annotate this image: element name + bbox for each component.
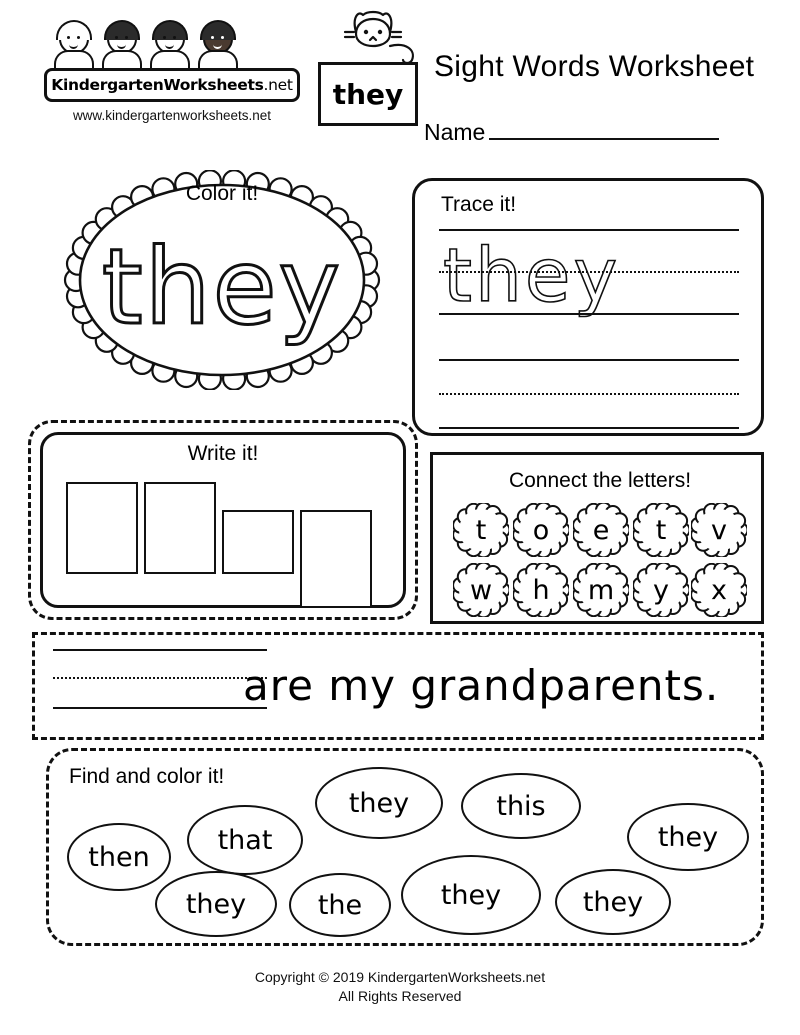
page-title: Sight Words Worksheet (434, 50, 755, 83)
logo-text-worksheets: Worksheets (163, 76, 264, 94)
letter-flower[interactable] (513, 503, 569, 557)
letter-text: h (532, 574, 550, 606)
word-bubble[interactable]: they (315, 767, 443, 839)
name-label: Name (424, 119, 486, 145)
letter-text: t (655, 514, 667, 546)
kid-figure (52, 22, 96, 72)
write-box[interactable] (66, 482, 138, 574)
letter-flower[interactable] (513, 563, 569, 617)
find-and-color-label: Find and color it! (69, 765, 225, 788)
letter-flower[interactable] (633, 503, 689, 557)
word-bubble[interactable]: they (555, 869, 671, 935)
letter-text: v (711, 514, 727, 546)
letter-flower[interactable] (691, 563, 747, 617)
letter-flower[interactable] (573, 563, 629, 617)
word-bubble[interactable]: the (289, 873, 391, 937)
sentence-text: are my grandparents. (243, 661, 720, 710)
write-box[interactable] (222, 510, 294, 574)
letter-flower[interactable] (453, 563, 509, 617)
write-box[interactable] (300, 510, 372, 608)
letter-text: w (469, 574, 493, 606)
site-logo[interactable] (44, 22, 300, 122)
sentence-section (32, 632, 764, 740)
logo-wordmark (44, 68, 300, 102)
name-field-row (424, 118, 764, 146)
find-and-color-section (46, 748, 764, 946)
trace-rule-top (439, 229, 739, 231)
word-box (318, 62, 418, 126)
word-bubble[interactable]: they (627, 803, 749, 871)
logo-text-net: .net (263, 76, 293, 94)
trace-it-label: Trace it! (441, 193, 517, 216)
trace-rule-base-2 (439, 427, 739, 429)
sentence-rule-top (53, 649, 267, 651)
trace-rule-top-2 (439, 359, 739, 361)
cat-icon (330, 6, 440, 68)
word-bubble[interactable]: then (67, 823, 171, 891)
letter-flower[interactable] (573, 503, 629, 557)
logo-text-kindergarten: Kindergarten (51, 76, 164, 94)
connect-letters-label: Connect the letters! (508, 469, 692, 492)
copyright-text: Copyright © 2019 KindergartenWorksheets.net (254, 969, 546, 985)
connect-letters-section (430, 452, 764, 624)
kid-figure (148, 22, 192, 72)
word-box-text: they (332, 77, 404, 111)
write-it-section (28, 420, 418, 620)
trace-rule-mid-2 (439, 393, 739, 395)
page-header (0, 0, 800, 160)
letter-flower[interactable] (453, 503, 509, 557)
sentence-rule-base[interactable] (53, 707, 267, 709)
site-url: www.kindergartenworksheets.net (72, 108, 272, 123)
color-it-section (62, 170, 382, 390)
word-bubble[interactable]: this (461, 773, 581, 839)
letter-text: m (587, 574, 615, 606)
trace-it-word[interactable]: they (443, 233, 621, 319)
letter-flower[interactable] (691, 503, 747, 557)
word-bubble[interactable]: they (401, 855, 541, 935)
write-it-label: Write it! (187, 442, 259, 465)
word-bubble[interactable]: that (187, 805, 303, 875)
page-footer (0, 968, 800, 1006)
letter-text: o (532, 514, 550, 546)
sentence-rule-mid (53, 677, 267, 679)
letter-text: t (475, 514, 487, 546)
name-input-line[interactable] (489, 118, 719, 140)
kid-figure (100, 22, 144, 72)
kid-figure (196, 22, 240, 72)
write-box[interactable] (144, 482, 216, 574)
word-bubble[interactable]: they (155, 871, 277, 937)
color-it-word[interactable]: they (101, 226, 343, 348)
letter-text: x (711, 574, 727, 606)
letter-text: y (653, 574, 669, 606)
rights-text: All Rights Reserved (338, 988, 462, 1004)
trace-it-section (412, 178, 764, 436)
color-it-label: Color it! (185, 182, 259, 205)
letter-text: e (592, 514, 610, 546)
kids-illustration (52, 22, 292, 74)
letter-flower[interactable] (633, 563, 689, 617)
